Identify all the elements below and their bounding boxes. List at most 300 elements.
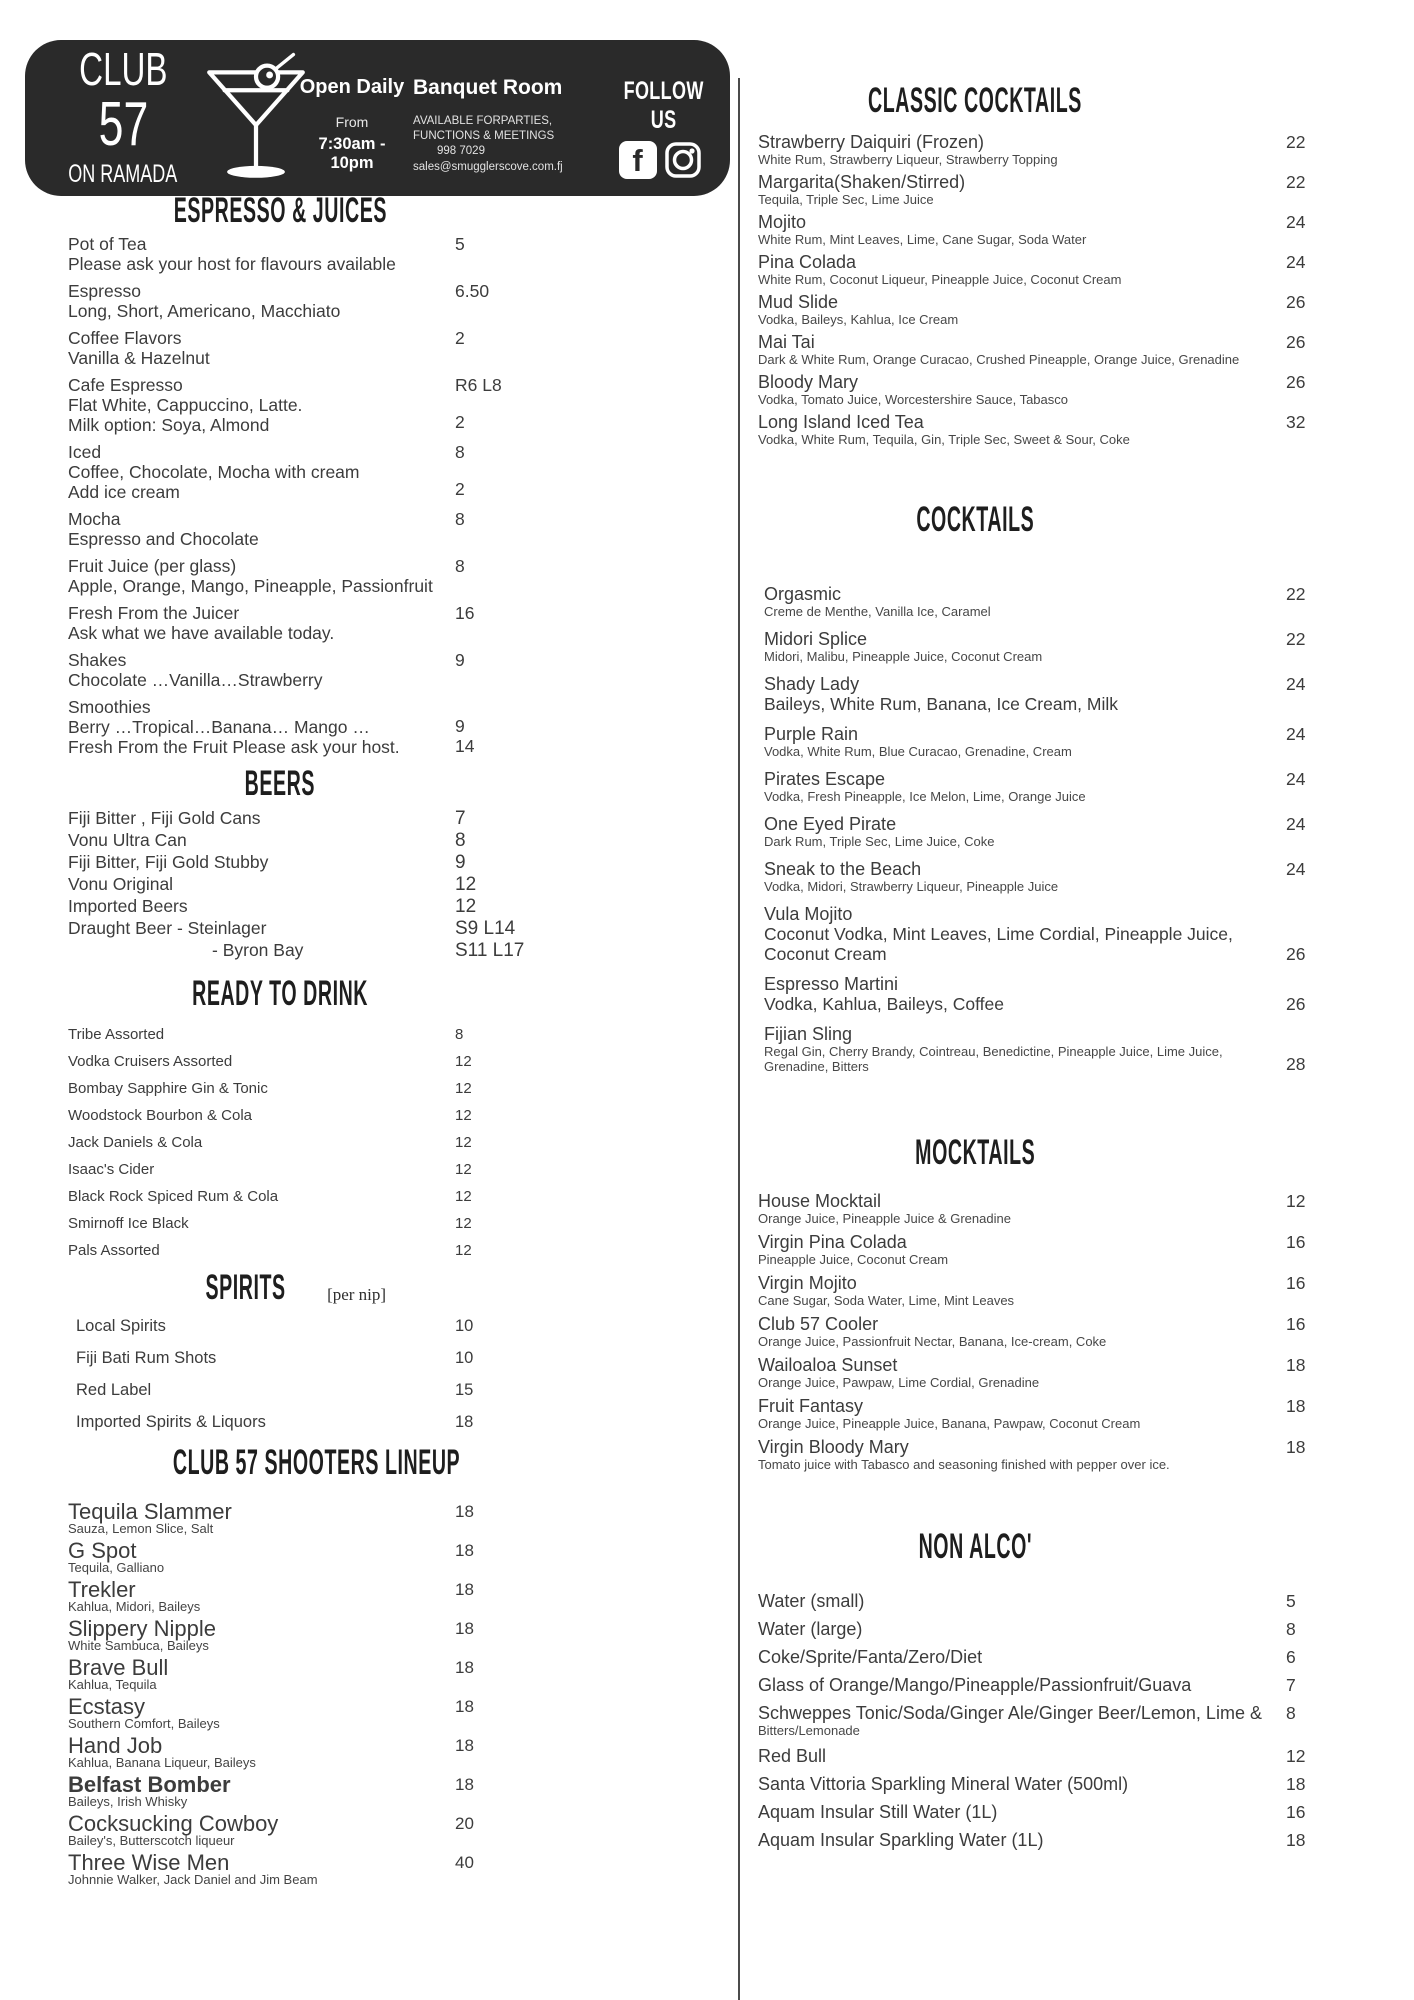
banquet-room-block bbox=[413, 76, 608, 175]
menu-item bbox=[60, 874, 540, 895]
item-price: 12 bbox=[455, 1161, 472, 1178]
menu-item bbox=[60, 852, 540, 873]
menu-item-text bbox=[750, 1703, 1286, 1738]
section-spirits bbox=[60, 1269, 540, 1432]
item-name: Fiji Bitter, Fiji Gold Stubby bbox=[68, 852, 269, 872]
item-prices bbox=[455, 1852, 540, 1874]
item-desc: Dark & White Rum, Orange Curacao, Crushed Pineapple, Orange Juice, Grenadine bbox=[758, 352, 1240, 367]
item-name: Fruit Juice (per glass) bbox=[68, 556, 237, 576]
item-desc: Regal Gin, Cherry Brandy, Cointreau, Benedictine, Pineapple Juice, Lime Juice, Grenadine, Bitters bbox=[764, 1044, 1223, 1074]
section-heading-note: [per nip] bbox=[327, 1285, 387, 1304]
item-name: Aquam Insular Still Water (1L) bbox=[758, 1802, 998, 1822]
item-price: 40 bbox=[455, 1853, 474, 1872]
item-price: R6 L8 bbox=[455, 375, 502, 395]
open-daily-title: Open Daily bbox=[299, 76, 405, 98]
item-price: 2 bbox=[455, 328, 465, 348]
item-prices bbox=[455, 717, 540, 756]
menu-item bbox=[750, 372, 1342, 407]
item-price: 24 bbox=[1286, 674, 1306, 694]
menu-item bbox=[750, 212, 1342, 247]
item-price: 12 bbox=[455, 1080, 472, 1097]
item-desc: Chocolate …Vanilla…Strawberry bbox=[68, 670, 323, 690]
menu-item bbox=[750, 1647, 1342, 1667]
item-desc: Orange Juice, Pineapple Juice & Grenadine bbox=[758, 1211, 1011, 1226]
menu-item-text bbox=[750, 172, 1286, 207]
item-price: 6.50 bbox=[455, 281, 490, 301]
item-price: 22 bbox=[1286, 584, 1306, 604]
section-mocktails bbox=[750, 1134, 1342, 1472]
menu-item-text bbox=[750, 1314, 1286, 1349]
item-name: Espresso Martini bbox=[764, 974, 899, 994]
menu-item-text bbox=[60, 1735, 455, 1770]
item-desc: Coffee, Chocolate, Mocha with cream bbox=[68, 462, 360, 482]
menu-item-text bbox=[750, 1273, 1286, 1308]
menu-item bbox=[750, 1830, 1342, 1850]
menu-item bbox=[60, 1107, 540, 1125]
menu-item bbox=[60, 1080, 540, 1098]
item-name: Pot of Tea bbox=[68, 234, 147, 254]
menu-item bbox=[750, 769, 1342, 804]
item-price: 10 bbox=[455, 1317, 474, 1335]
item-name: Sneak to the Beach bbox=[764, 859, 922, 879]
item-prices bbox=[1286, 372, 1342, 392]
item-name: Isaac's Cider bbox=[68, 1161, 155, 1178]
menu-item-text bbox=[60, 329, 455, 368]
item-price: S9 L14 bbox=[455, 918, 516, 939]
section-heading bbox=[60, 1444, 500, 1481]
menu-item-text bbox=[750, 769, 1286, 804]
item-price: 12 bbox=[455, 1134, 472, 1151]
menu-item-text bbox=[750, 252, 1286, 287]
item-name: Coke/Sprite/Fanta/Zero/Diet bbox=[758, 1647, 983, 1667]
item-desc: Tequila, Galliano bbox=[68, 1560, 165, 1575]
item-prices bbox=[1286, 1054, 1342, 1074]
item-prices bbox=[1286, 1774, 1342, 1794]
item-prices bbox=[455, 282, 540, 301]
item-name: Jack Daniels & Cola bbox=[68, 1134, 203, 1151]
item-price: 7 bbox=[1286, 1675, 1296, 1695]
item-prices bbox=[1286, 944, 1342, 964]
item-prices bbox=[455, 830, 540, 851]
banquet-room-line1: AVAILABLE FORPARTIES, bbox=[413, 115, 553, 128]
menu-item bbox=[750, 674, 1342, 714]
section-heading bbox=[750, 1528, 1200, 1565]
menu-item bbox=[60, 376, 540, 435]
column-divider bbox=[738, 78, 740, 2000]
menu-item-text bbox=[60, 1501, 455, 1536]
item-price: 32 bbox=[1286, 412, 1306, 432]
item-price: 12 bbox=[1286, 1746, 1306, 1766]
follow-us-block bbox=[608, 77, 712, 179]
item-price: 12 bbox=[455, 1053, 472, 1070]
section-cocktails bbox=[750, 501, 1342, 1074]
menu-item-text bbox=[750, 1591, 1286, 1611]
item-desc: Kahlua, Banana Liqueur, Baileys bbox=[68, 1755, 256, 1770]
item-name: Woodstock Bourbon & Cola bbox=[68, 1107, 252, 1124]
item-name: Hand Job bbox=[68, 1733, 163, 1758]
item-name: Santa Vittoria Sparkling Mineral Water (500ml) bbox=[758, 1774, 1129, 1794]
item-prices bbox=[455, 1618, 540, 1640]
item-prices bbox=[1286, 212, 1342, 232]
item-prices bbox=[1286, 172, 1342, 192]
item-price: 22 bbox=[1286, 629, 1306, 649]
item-name: Coffee Flavors bbox=[68, 328, 182, 348]
menu-item-text bbox=[750, 1437, 1286, 1472]
menu-item-text bbox=[60, 1657, 455, 1692]
menu-item-text bbox=[60, 1579, 455, 1614]
item-name: Espresso bbox=[68, 281, 141, 301]
item-prices bbox=[455, 651, 540, 670]
section-classic-cocktails bbox=[750, 82, 1342, 447]
item-name: Shady Lady bbox=[764, 674, 860, 694]
item-price: 10 bbox=[455, 1349, 474, 1367]
logo-on-ramada: ON RAMADA bbox=[68, 160, 178, 188]
menu-item bbox=[60, 1134, 540, 1152]
logo-club: CLUB bbox=[78, 43, 168, 95]
section-heading bbox=[60, 765, 500, 802]
menu-item bbox=[60, 918, 540, 939]
menu-item-text bbox=[750, 724, 1286, 759]
item-price: S11 L17 bbox=[455, 940, 525, 961]
menu-item-text bbox=[60, 1696, 455, 1731]
item-price: 2 bbox=[455, 479, 465, 499]
item-name: Virgin Mojito bbox=[758, 1273, 857, 1293]
item-prices bbox=[455, 1161, 540, 1179]
section-non-alco bbox=[750, 1528, 1342, 1850]
menu-item-text bbox=[750, 1024, 1286, 1074]
item-price: 12 bbox=[455, 874, 477, 895]
menu-item-text bbox=[750, 132, 1286, 167]
menu-item bbox=[60, 1161, 540, 1179]
item-prices bbox=[1286, 724, 1342, 744]
item-desc: Bailey's, Butterscotch liqueur bbox=[68, 1833, 235, 1848]
item-price: 18 bbox=[1286, 1437, 1306, 1457]
item-name: Mai Tai bbox=[758, 332, 815, 352]
section-heading-text: BEERS bbox=[244, 764, 316, 803]
item-prices bbox=[1286, 332, 1342, 352]
item-prices bbox=[1286, 132, 1342, 152]
item-name: Three Wise Men bbox=[68, 1850, 230, 1875]
menu-item-text bbox=[60, 1134, 455, 1152]
section-heading bbox=[750, 501, 1200, 538]
item-name: Smirnoff Ice Black bbox=[68, 1215, 189, 1232]
item-prices bbox=[455, 1080, 540, 1098]
logo-57: 57 bbox=[98, 90, 148, 159]
menu-item-text bbox=[60, 698, 455, 757]
item-prices bbox=[455, 1813, 540, 1835]
item-prices bbox=[455, 1053, 540, 1071]
item-name: Orgasmic bbox=[764, 584, 842, 604]
item-name: Pals Assorted bbox=[68, 1242, 160, 1259]
item-price: 24 bbox=[1286, 252, 1306, 272]
menu-item bbox=[750, 974, 1342, 1014]
section-beers bbox=[60, 765, 540, 961]
item-desc: Milk option: Soya, Almond bbox=[68, 415, 270, 435]
item-desc: Bitters/Lemonade bbox=[758, 1723, 860, 1738]
item-name: Fiji Bitter , Fiji Gold Cans bbox=[68, 808, 261, 828]
item-prices bbox=[455, 1242, 540, 1260]
menu-item-text bbox=[60, 1215, 455, 1233]
menu-item-text bbox=[750, 974, 1286, 1014]
item-prices bbox=[1286, 584, 1342, 604]
menu-item-text bbox=[60, 1540, 455, 1575]
menu-item-text bbox=[750, 1647, 1286, 1667]
item-prices bbox=[1286, 1591, 1342, 1611]
item-desc: Fresh From the Fruit Please ask your host. bbox=[68, 737, 400, 757]
banquet-room-phone: 998 7029 bbox=[437, 145, 485, 158]
item-desc: Vanilla & Hazelnut bbox=[68, 348, 210, 368]
item-name: Purple Rain bbox=[764, 724, 859, 744]
menu-item bbox=[60, 235, 540, 274]
item-name: Cafe Espresso bbox=[68, 375, 183, 395]
item-price: 18 bbox=[455, 1541, 474, 1560]
section-heading-text: MOCKTAILS bbox=[914, 1133, 1036, 1172]
item-name: Imported Spirits & Liquors bbox=[76, 1413, 266, 1431]
item-name: Trekler bbox=[68, 1577, 136, 1602]
banquet-room-title: Banquet Room bbox=[413, 76, 563, 99]
menu-item bbox=[60, 1188, 540, 1206]
menu-item-text bbox=[60, 830, 455, 851]
item-desc: White Rum, Mint Leaves, Lime, Cane Sugar, Soda Water bbox=[758, 232, 1087, 247]
item-price: 18 bbox=[1286, 1355, 1306, 1375]
section-ready-to-drink bbox=[60, 975, 540, 1260]
item-prices bbox=[455, 1657, 540, 1679]
menu-item bbox=[750, 629, 1342, 664]
menu-item-text bbox=[750, 674, 1286, 714]
item-name: Slippery Nipple bbox=[68, 1616, 216, 1641]
menu-item bbox=[60, 830, 540, 851]
item-name: Club 57 Cooler bbox=[758, 1314, 879, 1334]
item-prices bbox=[455, 918, 540, 939]
item-name: Black Rock Spiced Rum & Cola bbox=[68, 1188, 279, 1205]
item-name: Tequila Slammer bbox=[68, 1499, 232, 1524]
item-name: Water (small) bbox=[758, 1591, 865, 1611]
facebook-icon: f bbox=[619, 141, 657, 179]
section-heading-text: CLASSIC COCKTAILS bbox=[868, 81, 1082, 120]
menu-item bbox=[60, 698, 540, 757]
menu-item-text bbox=[60, 557, 455, 596]
item-price: 14 bbox=[455, 736, 475, 756]
menu-item-text bbox=[60, 1080, 455, 1098]
item-desc: Vodka, Midori, Strawberry Liqueur, Pineapple Juice bbox=[764, 879, 1059, 894]
menu-item bbox=[750, 859, 1342, 894]
menu-item bbox=[750, 1024, 1342, 1074]
menu-item-text bbox=[750, 1232, 1286, 1267]
menu-item-text bbox=[60, 896, 455, 917]
item-name: Bloody Mary bbox=[758, 372, 859, 392]
item-name: Smoothies bbox=[68, 697, 151, 717]
item-prices bbox=[1286, 1830, 1342, 1850]
section-heading-text: NON ALCO' bbox=[918, 1527, 1032, 1566]
menu-item-text bbox=[60, 1242, 455, 1260]
menu-item-text bbox=[750, 372, 1286, 407]
item-name: Aquam Insular Sparkling Water (1L) bbox=[758, 1830, 1044, 1850]
item-desc: Sauza, Lemon Slice, Salt bbox=[68, 1521, 214, 1536]
item-prices bbox=[455, 1107, 540, 1125]
item-name: Schweppes Tonic/Soda/Ginger Ale/Ginger Beer/Lemon, Lime & bbox=[758, 1703, 1262, 1723]
item-price: 12 bbox=[455, 1242, 472, 1259]
item-name: One Eyed Pirate bbox=[764, 814, 897, 834]
item-prices bbox=[455, 1316, 540, 1336]
menu-item-text bbox=[750, 1396, 1286, 1431]
item-desc: White Sambuca, Baileys bbox=[68, 1638, 209, 1653]
item-price: 20 bbox=[455, 1814, 474, 1833]
item-price: 7 bbox=[455, 808, 466, 829]
item-desc: Espresso and Chocolate bbox=[68, 529, 259, 549]
menu-item-text bbox=[60, 852, 455, 873]
item-desc: Baileys, White Rum, Banana, Ice Cream, Milk bbox=[764, 694, 1119, 714]
item-price: 12 bbox=[455, 1107, 472, 1124]
menu-item bbox=[60, 940, 540, 961]
menu-item bbox=[60, 1053, 540, 1071]
item-desc: Orange Juice, Pineapple Juice, Banana, Pawpaw, Coconut Cream bbox=[758, 1416, 1141, 1431]
item-prices bbox=[455, 808, 540, 829]
item-prices bbox=[455, 874, 540, 895]
menu-item-text bbox=[750, 1355, 1286, 1390]
item-name: Red Bull bbox=[758, 1746, 827, 1766]
section-shooters bbox=[60, 1444, 540, 1887]
menu-item bbox=[60, 1579, 540, 1614]
menu-item bbox=[60, 1735, 540, 1770]
menu-item bbox=[60, 1026, 540, 1044]
item-name: Mocha bbox=[68, 509, 121, 529]
item-prices bbox=[455, 1774, 540, 1796]
instagram-icon bbox=[664, 141, 702, 179]
section-espresso-juices bbox=[60, 192, 540, 757]
menu-item-text bbox=[60, 1053, 455, 1071]
menu-item-text bbox=[750, 332, 1286, 367]
menu-item bbox=[750, 904, 1342, 964]
item-prices bbox=[1286, 1619, 1342, 1639]
item-prices bbox=[1286, 1437, 1342, 1457]
item-price: 8 bbox=[455, 442, 465, 462]
banquet-room-line2: FUNCTIONS & MEETINGS bbox=[413, 130, 555, 143]
item-desc: Coconut Vodka, Mint Leaves, Lime Cordial, Pineapple Juice, Coconut Cream bbox=[764, 924, 1233, 964]
menu-item bbox=[60, 651, 540, 690]
item-desc: Long, Short, Americano, Macchiato bbox=[68, 301, 341, 321]
menu-item-text bbox=[60, 282, 455, 321]
item-price: 24 bbox=[1286, 769, 1306, 789]
item-price: 9 bbox=[455, 716, 465, 736]
item-price: 8 bbox=[455, 509, 465, 529]
menu-item-text bbox=[750, 1830, 1286, 1850]
item-prices bbox=[455, 557, 540, 576]
menu-item bbox=[750, 1675, 1342, 1695]
item-desc: Midori, Malibu, Pineapple Juice, Coconut Cream bbox=[764, 649, 1043, 664]
item-name: Margarita(Shaken/Stirred) bbox=[758, 172, 966, 192]
menu-item bbox=[750, 1191, 1342, 1226]
menu-item-text bbox=[60, 1107, 455, 1125]
menu-item-text bbox=[750, 1191, 1286, 1226]
item-price: 24 bbox=[1286, 724, 1306, 744]
item-prices bbox=[455, 443, 540, 499]
item-price: 26 bbox=[1286, 372, 1306, 392]
item-prices bbox=[1286, 252, 1342, 272]
item-prices bbox=[1286, 674, 1342, 694]
item-desc: Cane Sugar, Soda Water, Lime, Mint Leaves bbox=[758, 1293, 1015, 1308]
item-name: Vonu Ultra Can bbox=[68, 830, 187, 850]
menu-item bbox=[750, 1314, 1342, 1349]
item-prices bbox=[455, 896, 540, 917]
item-price: 26 bbox=[1286, 292, 1306, 312]
item-desc: Add ice cream bbox=[68, 482, 180, 502]
item-prices bbox=[1286, 1802, 1342, 1822]
open-daily-block bbox=[297, 76, 407, 173]
item-name: Belfast Bomber bbox=[68, 1772, 231, 1797]
item-name: Iced bbox=[68, 442, 102, 462]
item-prices bbox=[455, 329, 540, 348]
section-heading bbox=[60, 192, 500, 229]
menu-item bbox=[60, 1412, 540, 1432]
menu-item bbox=[750, 252, 1342, 287]
menu-item-text bbox=[60, 1026, 455, 1044]
menu-item-text bbox=[750, 292, 1286, 327]
menu-item bbox=[750, 1591, 1342, 1611]
section-heading bbox=[60, 975, 500, 1012]
menu-item bbox=[60, 1215, 540, 1233]
menu-item-text bbox=[750, 1619, 1286, 1639]
item-price: 18 bbox=[1286, 1830, 1306, 1850]
menu-item bbox=[750, 1273, 1342, 1308]
item-name: Virgin Bloody Mary bbox=[758, 1437, 909, 1457]
item-prices bbox=[1286, 1396, 1342, 1416]
item-prices bbox=[1286, 859, 1342, 879]
item-price: 18 bbox=[1286, 1396, 1306, 1416]
item-prices bbox=[1286, 1647, 1342, 1667]
item-prices bbox=[1286, 1675, 1342, 1695]
item-desc: Flat White, Cappuccino, Latte. bbox=[68, 395, 303, 415]
menu-item bbox=[750, 1396, 1342, 1431]
item-price: 28 bbox=[1286, 1054, 1306, 1074]
section-heading-text: SPIRITS bbox=[205, 1268, 286, 1307]
item-name: Water (large) bbox=[758, 1619, 863, 1639]
menu-item-text bbox=[750, 1802, 1286, 1822]
menu-item bbox=[750, 1746, 1342, 1766]
menu-item bbox=[750, 1703, 1342, 1738]
menu-item bbox=[750, 1437, 1342, 1472]
section-heading bbox=[60, 1269, 500, 1306]
menu-item-text bbox=[60, 376, 455, 435]
menu-item bbox=[750, 814, 1342, 849]
item-name: Vonu Original bbox=[68, 874, 174, 894]
item-prices bbox=[1286, 1314, 1342, 1334]
item-prices bbox=[1286, 1191, 1342, 1211]
menu-item-text bbox=[750, 1746, 1286, 1766]
menu-item-text bbox=[750, 212, 1286, 247]
item-price: 26 bbox=[1286, 994, 1306, 1014]
item-desc: Kahlua, Midori, Baileys bbox=[68, 1599, 201, 1614]
menu-item-text bbox=[60, 1774, 455, 1809]
item-name: Cocksucking Cowboy bbox=[68, 1811, 279, 1836]
menu-item-text bbox=[60, 1852, 455, 1887]
item-name: G Spot bbox=[68, 1538, 137, 1563]
item-price: 22 bbox=[1286, 172, 1306, 192]
menu-item-text bbox=[750, 1675, 1286, 1695]
item-name: Wailoaloa Sunset bbox=[758, 1355, 898, 1375]
menu-item-text bbox=[60, 874, 455, 895]
item-desc: Vodka, White Rum, Tequila, Gin, Triple Sec, Sweet & Sour, Coke bbox=[758, 432, 1130, 447]
menu-item-text bbox=[60, 1380, 455, 1400]
item-desc: Vodka, Kahlua, Baileys, Coffee bbox=[764, 994, 1004, 1014]
item-prices bbox=[1286, 994, 1342, 1014]
item-prices bbox=[455, 1380, 540, 1400]
menu-left-column bbox=[60, 192, 540, 1891]
item-price: 12 bbox=[1286, 1191, 1306, 1211]
item-name: Red Label bbox=[76, 1381, 152, 1399]
menu-item bbox=[750, 292, 1342, 327]
item-name: Mud Slide bbox=[758, 292, 839, 312]
item-name: House Mocktail bbox=[758, 1191, 882, 1211]
